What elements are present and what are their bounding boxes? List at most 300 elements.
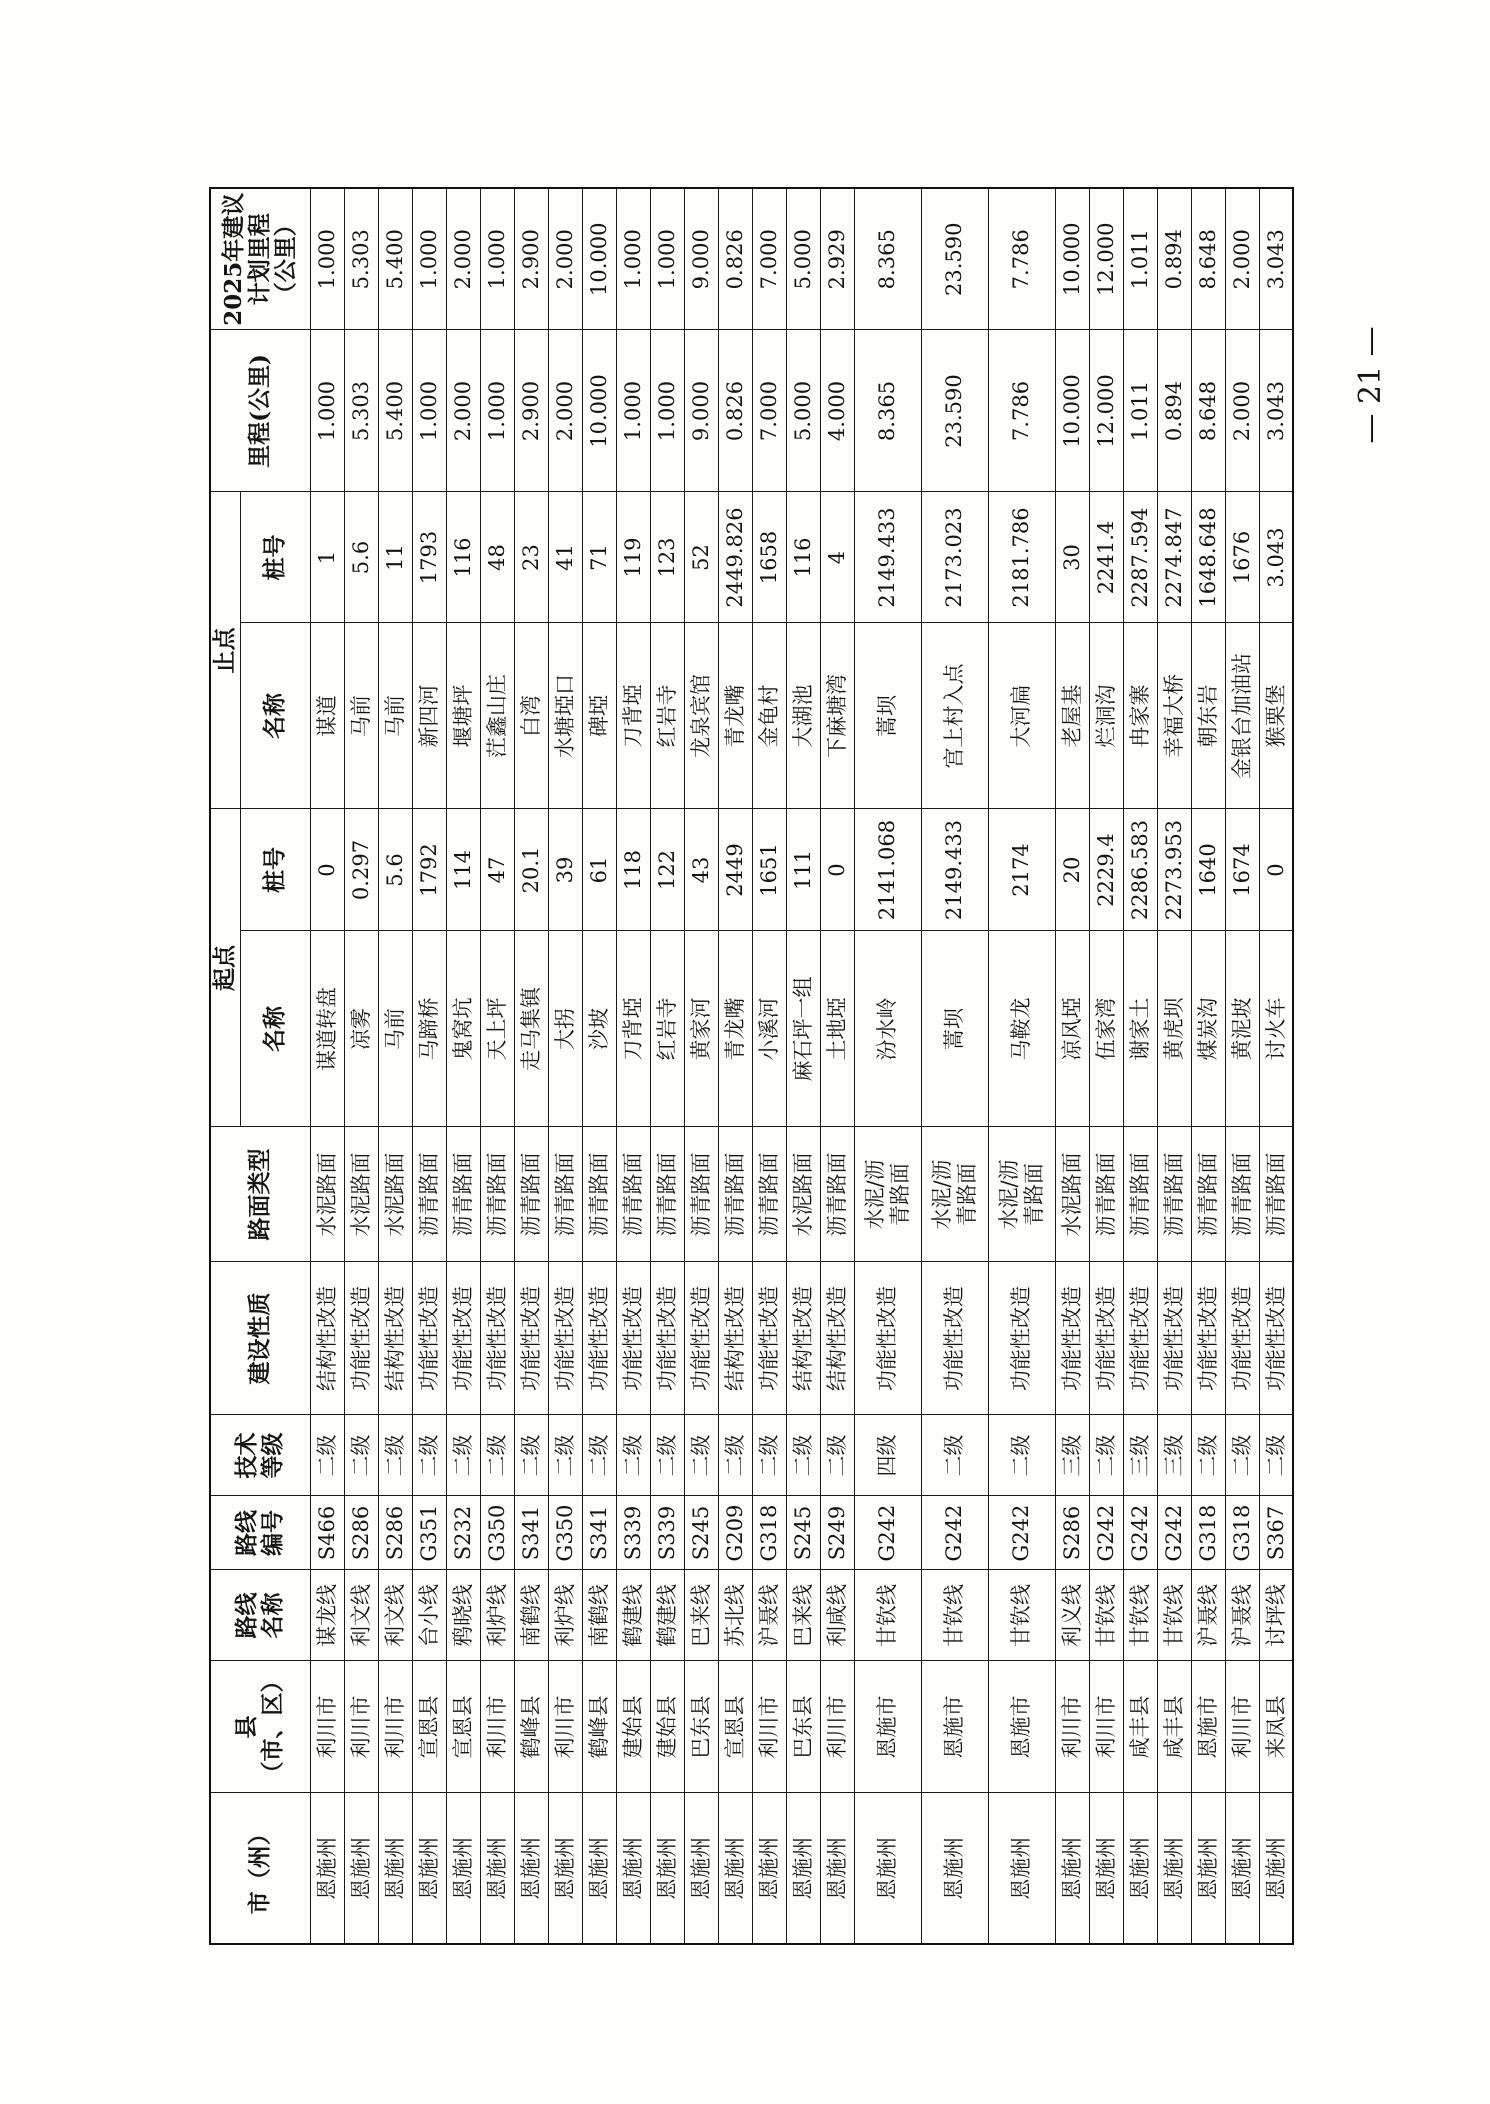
cell-county: 咸丰县 xyxy=(1157,1661,1191,1793)
cell-start-stake: 2149.433 xyxy=(921,809,988,931)
cell-city: 恩施州 xyxy=(1157,1793,1191,1944)
cell-plan-2025: 8.365 xyxy=(854,188,921,330)
cell-plan-2025: 1.000 xyxy=(310,188,344,330)
cell-surface: 水泥路面 xyxy=(344,1127,378,1262)
cell-county: 利川市 xyxy=(752,1661,786,1793)
header-county-line: 县 xyxy=(232,1715,260,1739)
cell-route-name: 利咸线 xyxy=(820,1570,854,1661)
cell-start-stake: 114 xyxy=(446,809,480,931)
cell-surface: 沥青路面 xyxy=(1191,1127,1225,1262)
cell-plan-2025: 3.043 xyxy=(1259,188,1293,330)
cell-tech-grade: 二级 xyxy=(1225,1415,1259,1496)
cell-end-name: 猴栗堡 xyxy=(1259,623,1293,809)
cell-start-name: 黄泥坡 xyxy=(1225,931,1259,1127)
cell-route-name: 甘钦线 xyxy=(1089,1570,1123,1661)
cell-plan-2025: 9.000 xyxy=(684,188,718,330)
cell-city: 恩施州 xyxy=(820,1793,854,1944)
cell-mileage: 7.000 xyxy=(752,330,786,492)
cell-county: 利川市 xyxy=(820,1661,854,1793)
cell-surface: 水泥/沥青路面 xyxy=(854,1127,921,1262)
cell-route-code: G242 xyxy=(1157,1496,1191,1570)
cell-end-name: 冉家寨 xyxy=(1123,623,1157,809)
cell-end-stake: 41 xyxy=(548,492,582,623)
header-route-code xyxy=(210,1496,310,1570)
cell-tech-grade: 二级 xyxy=(616,1415,650,1496)
cell-start-stake: 2449 xyxy=(718,809,752,931)
cell-surface: 水泥路面 xyxy=(1055,1127,1089,1262)
cell-start-name: 天上坪 xyxy=(480,931,514,1127)
cell-plan-2025: 10.000 xyxy=(1055,188,1089,330)
cell-end-name: 刀背埡 xyxy=(616,623,650,809)
cell-tech-grade: 二级 xyxy=(344,1415,378,1496)
cell-route-name: 沪聂线 xyxy=(1191,1570,1225,1661)
header-surface xyxy=(210,1127,310,1262)
cell-route-name: 利文线 xyxy=(378,1570,412,1661)
cell-plan-2025: 1.000 xyxy=(616,188,650,330)
cell-start-stake: 5.6 xyxy=(378,809,412,931)
cell-tech-grade: 二级 xyxy=(548,1415,582,1496)
cell-start-name: 谋道转盘 xyxy=(310,931,344,1127)
header-end-stake: 桩号 xyxy=(240,492,310,623)
cell-surface: 沥青路面 xyxy=(752,1127,786,1262)
cell-route-code: G318 xyxy=(1191,1496,1225,1570)
cell-end-name: 茳鑫山庄 xyxy=(480,623,514,809)
cell-surface: 沥青路面 xyxy=(616,1127,650,1262)
cell-start-name: 青龙嘴 xyxy=(718,931,752,1127)
cell-start-name: 凉风埡 xyxy=(1055,931,1089,1127)
cell-start-stake: 0 xyxy=(310,809,344,931)
cell-tech-grade: 三级 xyxy=(1157,1415,1191,1496)
cell-nature: 功能性改造 xyxy=(650,1262,684,1415)
cell-surface: 沥青路面 xyxy=(446,1127,480,1262)
cell-mileage: 1.000 xyxy=(480,330,514,492)
table-row xyxy=(446,188,480,1944)
cell-route-name: 沪聂线 xyxy=(1225,1570,1259,1661)
cell-plan-2025: 12.000 xyxy=(1089,188,1123,330)
cell-surface: 水泥/沥青路面 xyxy=(988,1127,1055,1262)
cell-route-name: 甘钦线 xyxy=(1157,1570,1191,1661)
cell-mileage: 8.365 xyxy=(854,330,921,492)
cell-route-name: 沪聂线 xyxy=(752,1570,786,1661)
cell-route-name: 甘钦线 xyxy=(921,1570,988,1661)
cell-city: 恩施州 xyxy=(446,1793,480,1944)
cell-county: 利川市 xyxy=(1089,1661,1123,1793)
cell-county: 利川市 xyxy=(1055,1661,1089,1793)
cell-city: 恩施州 xyxy=(718,1793,752,1944)
cell-tech-grade: 二级 xyxy=(1259,1415,1293,1496)
cell-route-code: S245 xyxy=(786,1496,820,1570)
cell-route-code: G242 xyxy=(921,1496,988,1570)
cell-start-stake: 0.297 xyxy=(344,809,378,931)
cell-county: 利川市 xyxy=(344,1661,378,1793)
table-row xyxy=(582,188,616,1944)
cell-route-name: 南鹤线 xyxy=(582,1570,616,1661)
cell-city: 恩施州 xyxy=(854,1793,921,1944)
cell-nature: 结构性改造 xyxy=(786,1262,820,1415)
cell-start-stake: 1651 xyxy=(752,809,786,931)
cell-tech-grade: 二级 xyxy=(752,1415,786,1496)
table-row xyxy=(344,188,378,1944)
cell-end-stake: 116 xyxy=(786,492,820,623)
cell-end-name: 碑埡 xyxy=(582,623,616,809)
cell-end-name: 青龙嘴 xyxy=(718,623,752,809)
cell-start-stake: 61 xyxy=(582,809,616,931)
cell-route-name: 甘钦线 xyxy=(988,1570,1055,1661)
header-mileage-line: 里程(公里) xyxy=(246,354,274,468)
cell-county: 建始县 xyxy=(650,1661,684,1793)
cell-county: 巴东县 xyxy=(786,1661,820,1793)
header-county xyxy=(210,1661,310,1793)
cell-plan-2025: 2.000 xyxy=(1225,188,1259,330)
cell-city: 恩施州 xyxy=(548,1793,582,1944)
cell-end-name: 大河扁 xyxy=(988,623,1055,809)
cell-start-stake: 2286.583 xyxy=(1123,809,1157,931)
cell-route-code: S466 xyxy=(310,1496,344,1570)
cell-mileage: 7.786 xyxy=(988,330,1055,492)
cell-end-stake: 2241.4 xyxy=(1089,492,1123,623)
cell-tech-grade: 二级 xyxy=(650,1415,684,1496)
cell-county: 利川市 xyxy=(548,1661,582,1793)
cell-route-name: 谋龙线 xyxy=(310,1570,344,1661)
cell-city: 恩施州 xyxy=(988,1793,1055,1944)
cell-mileage: 12.000 xyxy=(1089,330,1123,492)
cell-city: 恩施州 xyxy=(514,1793,548,1944)
cell-plan-2025: 5.400 xyxy=(378,188,412,330)
cell-end-name: 大湖池 xyxy=(786,623,820,809)
cell-plan-2025: 5.303 xyxy=(344,188,378,330)
cell-route-code: S341 xyxy=(582,1496,616,1570)
cell-mileage: 23.590 xyxy=(921,330,988,492)
header-route-code-line: 路线 xyxy=(232,1510,260,1556)
cell-nature: 功能性改造 xyxy=(1259,1262,1293,1415)
header-surface-line: 路面类型 xyxy=(246,1148,274,1241)
table-row xyxy=(1055,188,1089,1944)
cell-route-code: S341 xyxy=(514,1496,548,1570)
header-city-line: 市（州） xyxy=(246,1822,274,1915)
cell-city: 恩施州 xyxy=(378,1793,412,1944)
cell-mileage: 5.000 xyxy=(786,330,820,492)
cell-end-name: 马前 xyxy=(344,623,378,809)
cell-start-name: 黄家河 xyxy=(684,931,718,1127)
cell-start-stake: 118 xyxy=(616,809,650,931)
header-start: 起点 xyxy=(210,809,240,1127)
header-nature-line: 建设性质 xyxy=(246,1292,274,1385)
cell-plan-2025: 1.000 xyxy=(650,188,684,330)
cell-county: 利川市 xyxy=(310,1661,344,1793)
cell-nature: 功能性改造 xyxy=(1055,1262,1089,1415)
cell-plan-2025: 0.894 xyxy=(1157,188,1191,330)
header-end: 止点 xyxy=(210,492,240,809)
cell-mileage: 5.400 xyxy=(378,330,412,492)
cell-city: 恩施州 xyxy=(921,1793,988,1944)
cell-route-code: G351 xyxy=(412,1496,446,1570)
cell-city: 恩施州 xyxy=(344,1793,378,1944)
cell-start-name: 沙坡 xyxy=(582,931,616,1127)
cell-route-code: S232 xyxy=(446,1496,480,1570)
cell-end-stake: 71 xyxy=(582,492,616,623)
cell-end-name: 蒿坝 xyxy=(854,623,921,809)
cell-route-code: S339 xyxy=(650,1496,684,1570)
header-county-line: （市、区） xyxy=(259,1669,287,1785)
cell-route-name: 甘钦线 xyxy=(854,1570,921,1661)
cell-nature: 功能性改造 xyxy=(752,1262,786,1415)
cell-city: 恩施州 xyxy=(1191,1793,1225,1944)
cell-route-code: G350 xyxy=(480,1496,514,1570)
cell-tech-grade: 四级 xyxy=(854,1415,921,1496)
cell-nature: 功能性改造 xyxy=(1089,1262,1123,1415)
cell-surface: 水泥路面 xyxy=(786,1127,820,1262)
cell-route-code: S286 xyxy=(344,1496,378,1570)
cell-end-stake: 2181.786 xyxy=(988,492,1055,623)
cell-end-stake: 48 xyxy=(480,492,514,623)
cell-tech-grade: 二级 xyxy=(310,1415,344,1496)
cell-start-name: 小溪河 xyxy=(752,931,786,1127)
cell-end-stake: 52 xyxy=(684,492,718,623)
cell-plan-2025: 7.000 xyxy=(752,188,786,330)
cell-start-name: 土地埡 xyxy=(820,931,854,1127)
header-row-1 xyxy=(210,188,240,1944)
cell-route-name: 巴来线 xyxy=(684,1570,718,1661)
cell-nature: 功能性改造 xyxy=(684,1262,718,1415)
header-route-name xyxy=(210,1570,310,1661)
cell-end-stake: 2149.433 xyxy=(854,492,921,623)
cell-route-code: G242 xyxy=(988,1496,1055,1570)
cell-plan-2025: 0.826 xyxy=(718,188,752,330)
cell-county: 宣恩县 xyxy=(718,1661,752,1793)
cell-route-name: 鸦晓线 xyxy=(446,1570,480,1661)
cell-city: 恩施州 xyxy=(412,1793,446,1944)
cell-nature: 功能性改造 xyxy=(1157,1262,1191,1415)
cell-end-name: 新四河 xyxy=(412,623,446,809)
cell-county: 巴东县 xyxy=(684,1661,718,1793)
cell-surface: 沥青路面 xyxy=(1225,1127,1259,1262)
cell-mileage: 2.000 xyxy=(1225,330,1259,492)
table xyxy=(209,187,1294,1945)
cell-nature: 功能性改造 xyxy=(514,1262,548,1415)
cell-county: 建始县 xyxy=(616,1661,650,1793)
cell-city: 恩施州 xyxy=(752,1793,786,1944)
cell-mileage: 10.000 xyxy=(1055,330,1089,492)
cell-tech-grade: 二级 xyxy=(820,1415,854,1496)
table-row xyxy=(1259,188,1293,1944)
cell-plan-2025: 8.648 xyxy=(1191,188,1225,330)
table-row xyxy=(1191,188,1225,1944)
cell-route-name: 利义线 xyxy=(1055,1570,1089,1661)
cell-end-stake: 11 xyxy=(378,492,412,623)
cell-start-stake: 1792 xyxy=(412,809,446,931)
cell-tech-grade: 二级 xyxy=(412,1415,446,1496)
cell-plan-2025: 7.786 xyxy=(988,188,1055,330)
cell-plan-2025: 1.000 xyxy=(412,188,446,330)
cell-route-name: 鹤建线 xyxy=(650,1570,684,1661)
cell-end-stake: 1676 xyxy=(1225,492,1259,623)
table-row xyxy=(718,188,752,1944)
header-route-name-line: 名称 xyxy=(259,1592,287,1639)
cell-county: 鹤峰县 xyxy=(514,1661,548,1793)
cell-surface: 沥青路面 xyxy=(412,1127,446,1262)
cell-county: 恩施市 xyxy=(988,1661,1055,1793)
road-project-table xyxy=(209,189,1292,1945)
table-row xyxy=(1089,188,1123,1944)
cell-route-code: G350 xyxy=(548,1496,582,1570)
cell-end-name: 白湾 xyxy=(514,623,548,809)
cell-surface: 沥青路面 xyxy=(548,1127,582,1262)
cell-end-name: 红岩寺 xyxy=(650,623,684,809)
cell-tech-grade: 二级 xyxy=(1089,1415,1123,1496)
header-tech-grade-line: 等级 xyxy=(259,1432,287,1479)
cell-mileage: 1.000 xyxy=(616,330,650,492)
header-plan-2025-line: 计划里程 xyxy=(246,213,274,306)
cell-end-stake: 116 xyxy=(446,492,480,623)
cell-city: 恩施州 xyxy=(582,1793,616,1944)
cell-nature: 结构性改造 xyxy=(378,1262,412,1415)
table-row xyxy=(1225,188,1259,1944)
cell-county: 利川市 xyxy=(1225,1661,1259,1793)
cell-end-name: 龙泉宾馆 xyxy=(684,623,718,809)
cell-end-stake: 2274.847 xyxy=(1157,492,1191,623)
cell-end-name: 烂洞沟 xyxy=(1089,623,1123,809)
cell-route-code: G209 xyxy=(718,1496,752,1570)
cell-plan-2025: 1.000 xyxy=(480,188,514,330)
cell-surface: 水泥路面 xyxy=(310,1127,344,1262)
table-body xyxy=(310,188,1293,1944)
header-tech-grade xyxy=(210,1415,310,1496)
cell-start-stake: 20 xyxy=(1055,809,1089,931)
cell-start-name: 汾水岭 xyxy=(854,931,921,1127)
cell-start-stake: 2174 xyxy=(988,809,1055,931)
cell-surface: 沥青路面 xyxy=(650,1127,684,1262)
cell-nature: 功能性改造 xyxy=(344,1262,378,1415)
cell-end-stake: 1658 xyxy=(752,492,786,623)
cell-start-name: 讨火车 xyxy=(1259,931,1293,1127)
cell-nature: 功能性改造 xyxy=(616,1262,650,1415)
cell-end-stake: 123 xyxy=(650,492,684,623)
cell-tech-grade: 二级 xyxy=(480,1415,514,1496)
table-row xyxy=(480,188,514,1944)
table-row xyxy=(820,188,854,1944)
cell-nature: 功能性改造 xyxy=(1225,1262,1259,1415)
cell-city: 恩施州 xyxy=(480,1793,514,1944)
cell-route-code: S339 xyxy=(616,1496,650,1570)
cell-route-name: 台小线 xyxy=(412,1570,446,1661)
cell-city: 恩施州 xyxy=(1225,1793,1259,1944)
cell-county: 利川市 xyxy=(378,1661,412,1793)
cell-start-name: 刀背埡 xyxy=(616,931,650,1127)
table-row xyxy=(684,188,718,1944)
cell-city: 恩施州 xyxy=(310,1793,344,1944)
cell-nature: 功能性改造 xyxy=(480,1262,514,1415)
header-city xyxy=(210,1793,310,1944)
table-row xyxy=(1123,188,1157,1944)
cell-surface: 沥青路面 xyxy=(684,1127,718,1262)
cell-end-stake: 4 xyxy=(820,492,854,623)
cell-mileage: 1.000 xyxy=(412,330,446,492)
cell-route-code: G318 xyxy=(1225,1496,1259,1570)
cell-surface: 沥青路面 xyxy=(1157,1127,1191,1262)
table-row xyxy=(1157,188,1191,1944)
cell-nature: 结构性改造 xyxy=(310,1262,344,1415)
cell-nature: 功能性改造 xyxy=(921,1262,988,1415)
cell-surface: 沥青路面 xyxy=(820,1127,854,1262)
header-route-code-line: 编号 xyxy=(259,1510,287,1556)
cell-start-stake: 0 xyxy=(820,809,854,931)
cell-route-code: S286 xyxy=(378,1496,412,1570)
cell-tech-grade: 二级 xyxy=(684,1415,718,1496)
table-row xyxy=(921,188,988,1944)
cell-surface: 沥青路面 xyxy=(582,1127,616,1262)
cell-nature: 功能性改造 xyxy=(1191,1262,1225,1415)
table-row xyxy=(752,188,786,1944)
cell-route-name: 利炉线 xyxy=(480,1570,514,1661)
cell-start-stake: 0 xyxy=(1259,809,1293,931)
cell-tech-grade: 三级 xyxy=(1055,1415,1089,1496)
cell-city: 恩施州 xyxy=(1259,1793,1293,1944)
cell-county: 恩施市 xyxy=(1191,1661,1225,1793)
table-row xyxy=(988,188,1055,1944)
cell-start-stake: 2229.4 xyxy=(1089,809,1123,931)
cell-end-stake: 30 xyxy=(1055,492,1089,623)
cell-city: 恩施州 xyxy=(1123,1793,1157,1944)
cell-end-stake: 3.043 xyxy=(1259,492,1293,623)
cell-tech-grade: 二级 xyxy=(718,1415,752,1496)
cell-county: 宣恩县 xyxy=(412,1661,446,1793)
cell-start-name: 蒿坝 xyxy=(921,931,988,1127)
cell-plan-2025: 2.000 xyxy=(548,188,582,330)
cell-route-name: 利炉线 xyxy=(548,1570,582,1661)
cell-county: 利川市 xyxy=(480,1661,514,1793)
cell-tech-grade: 二级 xyxy=(446,1415,480,1496)
header-mileage xyxy=(210,330,310,492)
cell-end-stake: 2287.594 xyxy=(1123,492,1157,623)
cell-route-code: S286 xyxy=(1055,1496,1089,1570)
cell-end-stake: 1 xyxy=(310,492,344,623)
cell-end-name: 马前 xyxy=(378,623,412,809)
cell-start-name: 马蹄桥 xyxy=(412,931,446,1127)
cell-nature: 功能性改造 xyxy=(1123,1262,1157,1415)
cell-tech-grade: 二级 xyxy=(921,1415,988,1496)
cell-mileage: 2.000 xyxy=(548,330,582,492)
table-row xyxy=(854,188,921,1944)
cell-end-stake: 5.6 xyxy=(344,492,378,623)
cell-end-name: 堰塘坪 xyxy=(446,623,480,809)
cell-mileage: 0.826 xyxy=(718,330,752,492)
table-row xyxy=(378,188,412,1944)
cell-start-name: 马鞍龙 xyxy=(988,931,1055,1127)
cell-tech-grade: 三级 xyxy=(1123,1415,1157,1496)
table-header xyxy=(210,188,310,1944)
cell-start-name: 伍家湾 xyxy=(1089,931,1123,1127)
cell-tech-grade: 二级 xyxy=(988,1415,1055,1496)
cell-city: 恩施州 xyxy=(684,1793,718,1944)
cell-start-stake: 43 xyxy=(684,809,718,931)
cell-end-name: 朝东岩 xyxy=(1191,623,1225,809)
cell-tech-grade: 二级 xyxy=(514,1415,548,1496)
cell-route-name: 巴来线 xyxy=(786,1570,820,1661)
cell-tech-grade: 二级 xyxy=(786,1415,820,1496)
cell-plan-2025: 1.011 xyxy=(1123,188,1157,330)
cell-tech-grade: 二级 xyxy=(1191,1415,1225,1496)
cell-mileage: 3.043 xyxy=(1259,330,1293,492)
cell-nature: 功能性改造 xyxy=(854,1262,921,1415)
cell-city: 恩施州 xyxy=(1055,1793,1089,1944)
cell-start-name: 凉雾 xyxy=(344,931,378,1127)
cell-start-stake: 1640 xyxy=(1191,809,1225,931)
header-nature xyxy=(210,1262,310,1415)
cell-end-stake: 23 xyxy=(514,492,548,623)
cell-county: 恩施市 xyxy=(854,1661,921,1793)
header-start-name: 名称 xyxy=(240,931,310,1127)
cell-end-stake: 2449.826 xyxy=(718,492,752,623)
